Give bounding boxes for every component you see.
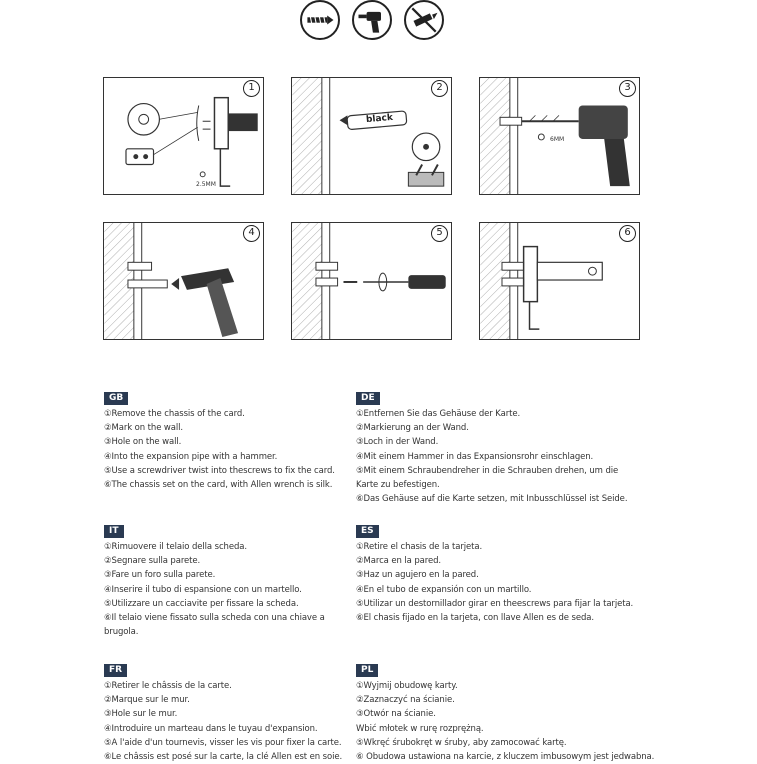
instruction-line: ②Marque sur le mur. — [104, 695, 190, 706]
step-panel-2 — [291, 77, 452, 195]
lang-tag: DE — [356, 392, 380, 405]
step-number: 3 — [619, 80, 636, 97]
lang-tag: FR — [104, 664, 127, 677]
instruction-line: ②Markierung an der Wand. — [356, 423, 469, 434]
instruction-line: ⑥Das Gehäuse auf die Karte setzen, mit Inbusschlüssel ist Seide. — [356, 494, 628, 505]
instruction-line: ⑥Le châssis est posé sur la carte, la clé Allen est en soie. — [104, 752, 343, 763]
step-panel-4 — [103, 222, 264, 340]
step-panel-5 — [291, 222, 452, 340]
drill-icon — [352, 0, 392, 40]
instruction-line: ④Into the expansion pipe with a hammer. — [104, 451, 278, 462]
step-number: 1 — [243, 80, 260, 97]
instruction-line: ③Loch in der Wand. — [356, 437, 439, 448]
lang-block-es — [356, 518, 676, 625]
instruction-line: ③Haz un agujero en la pared. — [356, 570, 479, 581]
instruction-line: ⑤Wkręć śrubokręt w śruby, aby zamocować kartę. — [356, 737, 567, 748]
step-1-illustration — [104, 78, 263, 194]
instruction-line: ①Rimuovere il telaio della scheda. — [104, 542, 247, 552]
instruction-line: ①Wyjmij obudowę karty. — [356, 681, 458, 691]
step-panel-6 — [479, 222, 640, 340]
instruction-line: ①Entfernen Sie das Gehäuse der Karte. — [356, 409, 521, 419]
step-number: 5 — [431, 225, 448, 242]
no-pen-icon — [404, 0, 444, 40]
instruction-line: ②Segnare sulla parete. — [104, 556, 201, 567]
lang-block-pl — [356, 657, 676, 764]
instruction-line: ④Inserire il tubo di espansione con un martello. — [104, 584, 302, 595]
instruction-line: ⑤Mit einem Schraubendreher in die Schrauben drehen, um die — [356, 465, 619, 476]
lang-tag: PL — [356, 664, 378, 677]
step-panel-1 — [103, 77, 264, 195]
instruction-line: ④Introduire un marteau dans le tuyau d'expansion. — [104, 723, 318, 734]
instruction-line: ①Retirer le châssis de la carte. — [104, 681, 232, 691]
instruction-line: ③Fare un foro sulla parete. — [104, 570, 216, 581]
instruction-line: ⑥The chassis set on the card, with Allen wrench is silk. — [104, 480, 333, 491]
instruction-line: ②Marca en la pared. — [356, 556, 441, 567]
instruction-line: brugola. — [104, 627, 139, 638]
step-1-dimension: 2.5MM — [196, 181, 216, 188]
step-2-illustration — [292, 78, 451, 194]
instruction-line: Wbić młotek w rurę rozprężną. — [356, 723, 484, 734]
instruction-line: ⑥ Obudowa ustawiona na karcie, z kluczem imbusowym jest jedwabna. — [356, 752, 655, 763]
instruction-line: ②Zaznaczyć na ścianie. — [356, 695, 455, 706]
step-number: 4 — [243, 225, 260, 242]
no-screw-icon — [300, 0, 340, 40]
instruction-line: ④En el tubo de expansión con un martillo. — [356, 584, 532, 595]
instruction-line: ⑥El chasis fijado en la tarjeta, con llave Allen es de seda. — [356, 613, 594, 624]
instruction-line: ⑥Il telaio viene fissato sulla scheda con una chiave a — [104, 613, 325, 624]
step-4-illustration — [104, 223, 263, 339]
instruction-line: ⑤Utilizzare un cacciavite per fissare la scheda. — [104, 598, 299, 609]
instruction-line: ⑤A l'aide d'un tournevis, visser les vis pour fixer la carte. — [104, 737, 342, 748]
instruction-line: ⑤Utilizar un destornillador girar en theescrews para fijar la tarjeta. — [356, 598, 634, 609]
instruction-line: ①Retire el chasis de la tarjeta. — [356, 542, 483, 552]
instruction-line: ③Hole on the wall. — [104, 437, 182, 448]
instruction-line: ③Otwór na ścianie. — [356, 709, 436, 720]
drill-dimension: 6MM — [550, 136, 565, 143]
step-number: 6 — [619, 225, 636, 242]
step-6-illustration — [480, 223, 639, 339]
instruction-line: ⑤Use a screwdriver twist into thescrews to fix the card. — [104, 465, 335, 476]
step-number: 2 — [431, 80, 448, 97]
step-5-illustration — [292, 223, 451, 339]
instruction-line: ②Mark on the wall. — [104, 423, 184, 434]
instruction-line: ④Mit einem Hammer in das Expansionsrohr einschlagen. — [356, 451, 594, 462]
lang-block-de — [356, 385, 676, 506]
instruction-line: ①Remove the chassis of the card. — [104, 409, 245, 419]
lang-tag: GB — [104, 392, 128, 405]
lang-tag: ES — [356, 525, 379, 538]
marker-label: black — [365, 112, 394, 126]
lang-tag: IT — [104, 525, 124, 538]
instruction-line: ③Hole sur le mur. — [104, 709, 178, 720]
instruction-line: Karte zu befestigen. — [356, 480, 440, 491]
step-panel-3 — [479, 77, 640, 195]
